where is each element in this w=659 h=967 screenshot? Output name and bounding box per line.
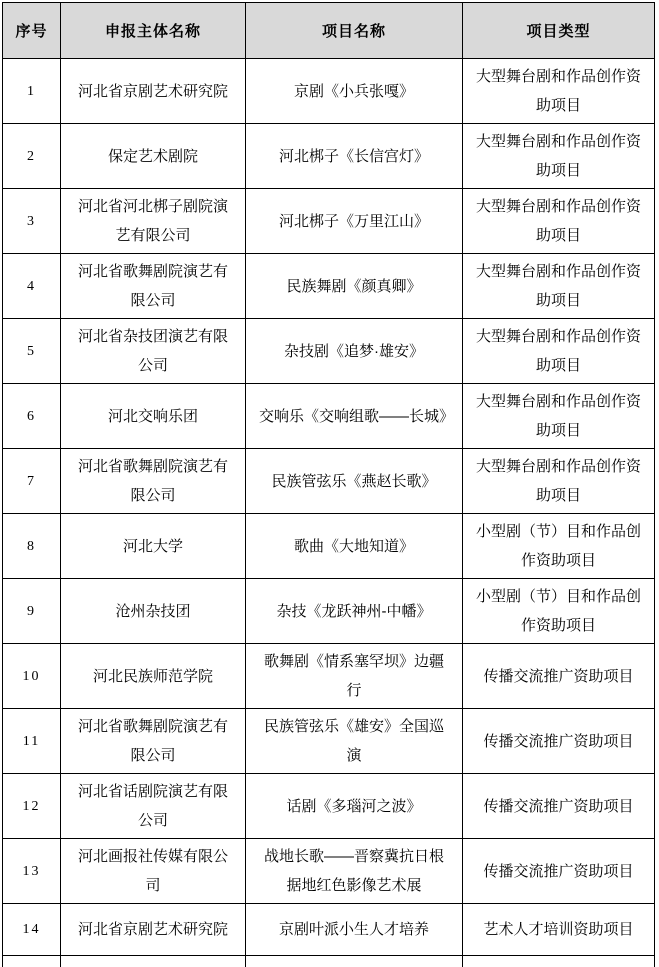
cell-project: 战地长歌——晋察冀抗日根据地红色影像艺术展 bbox=[246, 839, 463, 904]
cell-index: 5 bbox=[3, 319, 61, 384]
cell-index: 10 bbox=[3, 644, 61, 709]
table-row bbox=[3, 709, 655, 774]
cell-type: 小型剧（节）目和作品创作资助项目 bbox=[463, 514, 655, 579]
cell-applicant bbox=[61, 956, 246, 967]
cell-applicant: 河北省歌舞剧院演艺有限公司 bbox=[61, 709, 246, 774]
table-body bbox=[3, 59, 655, 967]
column-header-applicant: 申报主体名称 bbox=[61, 3, 246, 59]
cell-type: 大型舞台剧和作品创作资助项目 bbox=[463, 59, 655, 124]
cell-project: 河北梆子《万里江山》 bbox=[246, 189, 463, 254]
cell-applicant: 河北省话剧院演艺有限公司 bbox=[61, 774, 246, 839]
cell-project: 河北梆子《长信宫灯》 bbox=[246, 124, 463, 189]
cell-type: 大型舞台剧和作品创作资助项目 bbox=[463, 449, 655, 514]
cell-applicant: 沧州杂技团 bbox=[61, 579, 246, 644]
cell-applicant: 河北省京剧艺术研究院 bbox=[61, 904, 246, 956]
cell-type: 传播交流推广资助项目 bbox=[463, 644, 655, 709]
table-row bbox=[3, 189, 655, 254]
cell-project: 京剧《小兵张嘎》 bbox=[246, 59, 463, 124]
cell-type: 大型舞台剧和作品创作资助项目 bbox=[463, 124, 655, 189]
cell-index: 6 bbox=[3, 384, 61, 449]
cell-project: 话剧《多瑙河之波》 bbox=[246, 774, 463, 839]
cell-index: 4 bbox=[3, 254, 61, 319]
cell-project: 杂技剧《追梦·雄安》 bbox=[246, 319, 463, 384]
projects-table bbox=[2, 2, 655, 967]
table-row bbox=[3, 449, 655, 514]
cell-index: 14 bbox=[3, 904, 61, 956]
table-row bbox=[3, 254, 655, 319]
cell-index: 8 bbox=[3, 514, 61, 579]
cell-type: 大型舞台剧和作品创作资助项目 bbox=[463, 254, 655, 319]
table-row bbox=[3, 904, 655, 956]
cell-project: 歌舞剧《情系塞罕坝》边疆行 bbox=[246, 644, 463, 709]
cell-project: 民族管弦乐《雄安》全国巡演 bbox=[246, 709, 463, 774]
cell-type: 大型舞台剧和作品创作资助项目 bbox=[463, 319, 655, 384]
cell-applicant: 河北省歌舞剧院演艺有限公司 bbox=[61, 449, 246, 514]
table-row bbox=[3, 579, 655, 644]
cell-applicant: 河北省歌舞剧院演艺有限公司 bbox=[61, 254, 246, 319]
cell-applicant: 河北交响乐团 bbox=[61, 384, 246, 449]
cell-type: 传播交流推广资助项目 bbox=[463, 774, 655, 839]
cell-applicant: 河北大学 bbox=[61, 514, 246, 579]
cell-project: 京剧叶派小生人才培养 bbox=[246, 904, 463, 956]
cell-index: 12 bbox=[3, 774, 61, 839]
table-header-row bbox=[3, 3, 655, 59]
cell-applicant: 河北省河北梆子剧院演艺有限公司 bbox=[61, 189, 246, 254]
cell-project bbox=[246, 956, 463, 967]
cell-project: 歌曲《大地知道》 bbox=[246, 514, 463, 579]
cell-type: 大型舞台剧和作品创作资助项目 bbox=[463, 384, 655, 449]
cell-applicant: 河北民族师范学院 bbox=[61, 644, 246, 709]
table-row bbox=[3, 384, 655, 449]
cell-applicant: 保定艺术剧院 bbox=[61, 124, 246, 189]
table-row bbox=[3, 124, 655, 189]
cell-type: 艺术人才培训资助项目 bbox=[463, 904, 655, 956]
cell-index: 1 bbox=[3, 59, 61, 124]
table-row bbox=[3, 59, 655, 124]
cell-index: 7 bbox=[3, 449, 61, 514]
cell-index: 11 bbox=[3, 709, 61, 774]
column-header-project: 项目名称 bbox=[246, 3, 463, 59]
table-row bbox=[3, 774, 655, 839]
column-header-type: 项目类型 bbox=[463, 3, 655, 59]
table-row bbox=[3, 319, 655, 384]
cell-index: 13 bbox=[3, 839, 61, 904]
table-row-partial bbox=[3, 956, 655, 967]
cell-type bbox=[463, 956, 655, 967]
cell-index bbox=[3, 956, 61, 967]
cell-type: 传播交流推广资助项目 bbox=[463, 839, 655, 904]
column-header-index: 序号 bbox=[3, 3, 61, 59]
cell-applicant: 河北画报社传媒有限公司 bbox=[61, 839, 246, 904]
cell-index: 9 bbox=[3, 579, 61, 644]
cell-project: 杂技《龙跃神州-中幡》 bbox=[246, 579, 463, 644]
table-row bbox=[3, 839, 655, 904]
cell-project: 交响乐《交响组歌——长城》 bbox=[246, 384, 463, 449]
cell-type: 大型舞台剧和作品创作资助项目 bbox=[463, 189, 655, 254]
cell-type: 传播交流推广资助项目 bbox=[463, 709, 655, 774]
cell-type: 小型剧（节）目和作品创作资助项目 bbox=[463, 579, 655, 644]
cell-project: 民族管弦乐《燕赵长歌》 bbox=[246, 449, 463, 514]
table-row bbox=[3, 644, 655, 709]
cell-project: 民族舞剧《颜真卿》 bbox=[246, 254, 463, 319]
cell-index: 2 bbox=[3, 124, 61, 189]
cell-applicant: 河北省京剧艺术研究院 bbox=[61, 59, 246, 124]
cell-index: 3 bbox=[3, 189, 61, 254]
cell-applicant: 河北省杂技团演艺有限公司 bbox=[61, 319, 246, 384]
table-row bbox=[3, 514, 655, 579]
